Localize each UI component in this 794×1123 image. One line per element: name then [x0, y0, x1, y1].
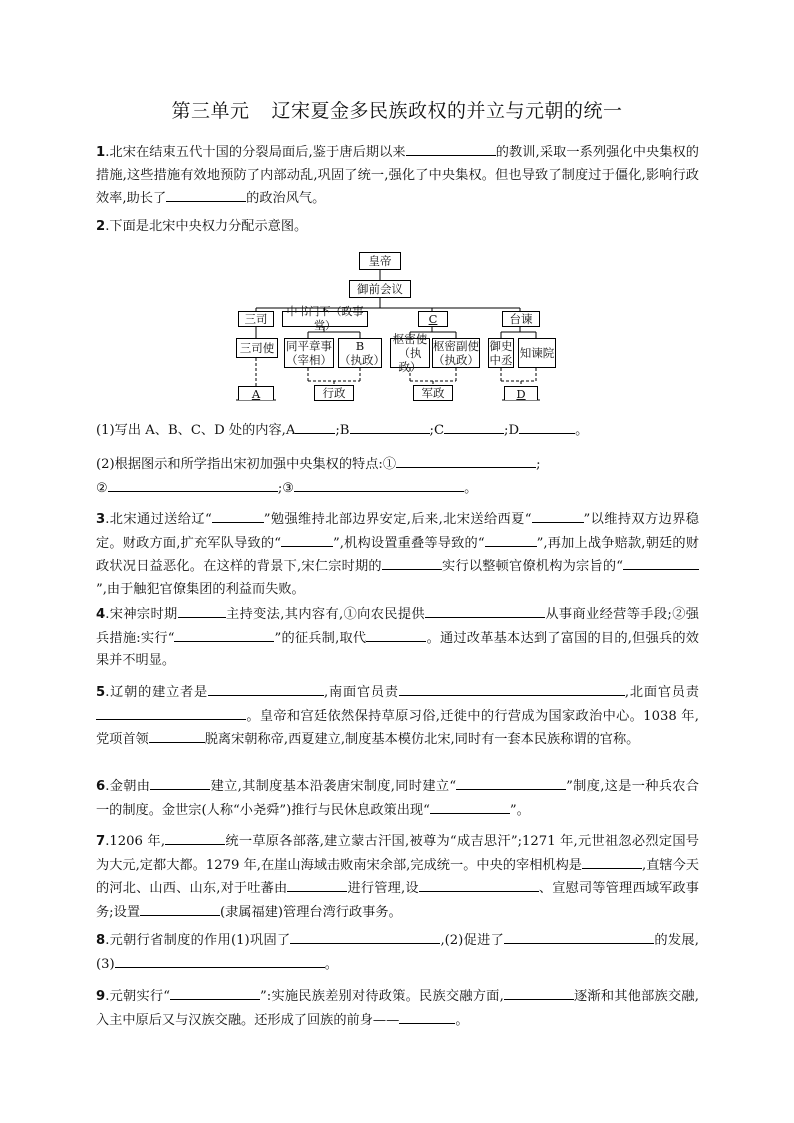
answer-blank[interactable] — [504, 929, 654, 944]
answer-blank[interactable] — [281, 532, 333, 547]
answer-blank[interactable] — [174, 627, 274, 642]
question-2-part-2: (2)根据图示和所学指出宋初加强中央集权的特点:① ; ② ;③ 。 — [96, 453, 699, 500]
question-number: 3 — [96, 512, 106, 527]
answer-blank[interactable] — [150, 775, 210, 790]
question-9: 9.元朝实行“ ”:实施民族差别对待政策。民族交融方面, 逐渐和其他部族交融,入主中原后又与汉族交融。还形成了回族的前身—— 。 — [96, 985, 699, 1032]
box-c: C — [418, 311, 448, 327]
answer-blank[interactable] — [582, 854, 642, 869]
taijian-box: 台谏 — [502, 311, 540, 327]
xingzheng-box: 行政 — [314, 385, 354, 401]
zhijianyuan-box: 知谏院 — [518, 338, 556, 368]
imperial-council-box: 御前会议 — [349, 280, 411, 298]
question-number: 8 — [96, 933, 106, 948]
central-power-diagram — [226, 248, 566, 406]
answer-blank[interactable] — [396, 453, 536, 468]
answer-blank[interactable] — [504, 985, 574, 1000]
question-2-intro: 2.下面是北宋中央权力分配示意图。 — [96, 219, 308, 234]
sansishi-box: 三司使 — [236, 338, 278, 358]
answer-blank[interactable] — [444, 419, 504, 434]
tongping-zhangshi-box: 同平章事 （宰相） — [286, 339, 332, 367]
question-3: 3.北宋通过送给辽“ ”勉强维持北部边界安定,后来,北宋送给西夏“ ”以维持双方边界稳定。财政方面,扩充军队导致的“ ”,机构设置重叠等导致的“ ”,再加上战争赔款,朝廷的财政状况日益恶化。在这样的背景下,宋仁宗时期的 实行以整顿官僚机构为宗旨的“”,由于触犯官僚集团的利益而失败。 — [96, 508, 699, 601]
answer-blank[interactable] — [212, 508, 264, 523]
answer-blank[interactable] — [287, 877, 347, 892]
answer-blank[interactable] — [430, 799, 510, 814]
question-number: 6 — [96, 779, 106, 794]
answer-blank[interactable] — [419, 877, 539, 892]
yushi-zhongcheng-box: 御史 中丞 — [489, 339, 513, 367]
answer-blank[interactable] — [406, 141, 496, 156]
answer-blank[interactable] — [456, 775, 566, 790]
answer-blank[interactable] — [166, 187, 246, 202]
shumifushi-box: 枢密副使 （执政） — [433, 339, 479, 367]
answer-blank[interactable] — [350, 419, 430, 434]
answer-blank[interactable] — [623, 555, 699, 570]
question-number: 1 — [96, 145, 106, 160]
question-1: 1.北宋在结束五代十国的分裂局面后,鉴于唐后期以来 的教训,采取一系列强化中央集权的措施,这些措施有效地预防了内部动乱,巩固了统一,强化了中央集权。但也导致了制度过于僵化,影响行政效率,助长了 的政治风气。 — [96, 141, 699, 211]
answer-blank[interactable] — [178, 603, 226, 618]
question-7: 7.1206 年, 统一草原各部落,建立蒙古汗国,被尊为“成吉思汗”;1271 年,元世祖忽必烈定国号为大元,定都大都。1279 年,在崖山海域击败南宋余部,完成统一。中央的宰相机构是 ,直辖今天的河北、山西、山东,对于吐蕃由 进行管理,设 、宣慰司等管理西域军政事务;设置 (隶属福建)管理台湾行政事务。 — [96, 830, 699, 924]
box-a: A — [238, 386, 274, 400]
zhongshu-menxia-box: 中书门下（政事堂） — [282, 311, 368, 327]
answer-blank[interactable] — [165, 830, 225, 845]
page-title: 第三单元 辽宋夏金多民族政权的并立与元朝的统一 — [171, 100, 623, 122]
answer-blank[interactable] — [399, 1009, 455, 1024]
answer-blank[interactable] — [140, 901, 220, 916]
answer-blank[interactable] — [485, 532, 537, 547]
answer-blank[interactable] — [290, 929, 440, 944]
answer-blank[interactable] — [519, 419, 575, 434]
emperor-box: 皇帝 — [359, 252, 401, 270]
junzheng-box: 军政 — [413, 385, 453, 401]
question-6: 6.金朝由 建立,其制度基本沿袭唐宋制度,同时建立“ ”制度,这是一种兵农合一的制度。金世宗(人称“小尧舜”)推行与民休息政策出现“ ”。 — [96, 775, 699, 822]
question-2-part-1: (1)写出 A、B、C、D 处的内容,A ;B ;C ;D 。 — [96, 419, 699, 443]
question-number: 9 — [96, 989, 106, 1004]
answer-blank[interactable] — [294, 477, 464, 492]
sansi-box: 三司 — [238, 311, 274, 327]
question-number: 2 — [96, 219, 106, 234]
answer-blank[interactable] — [295, 419, 335, 434]
box-d: D — [504, 386, 538, 400]
answer-blank[interactable] — [108, 477, 278, 492]
answer-blank[interactable] — [208, 681, 324, 696]
answer-blank[interactable] — [399, 681, 625, 696]
shumishi-box: 枢密使 （执政） — [390, 338, 430, 368]
answer-blank[interactable] — [382, 555, 442, 570]
diagram-lines — [226, 248, 566, 406]
answer-blank[interactable] — [532, 508, 584, 523]
question-4: 4.宋神宗时期 主持变法,其内容有,①向农民提供 从事商业经营等手段;②强兵措施:实行“ ”的征兵制,取代 。通过改革基本达到了富国的目的,但强兵的效果并不明显。 — [96, 603, 699, 673]
answer-blank[interactable] — [96, 705, 246, 720]
answer-blank[interactable] — [425, 603, 545, 618]
answer-blank[interactable] — [115, 953, 325, 968]
question-number: 4 — [96, 607, 106, 622]
question-number: 7 — [96, 834, 106, 849]
question-5: 5.辽朝的建立者是 ,南面官员责 ,北面官员责。皇帝和宫廷依然保持草原习俗,迁徙中的行营成为国家政治中心。1038 年,党项首领 脱离宋朝称帝,西夏建立,制度基本模仿北宋,同时有一套本民族称谓的官称。 — [96, 681, 699, 752]
box-b: B （执政） — [339, 339, 385, 367]
answer-blank[interactable] — [149, 728, 205, 743]
answer-blank[interactable] — [170, 985, 260, 1000]
answer-blank[interactable] — [366, 627, 426, 642]
question-8: 8.元朝行省制度的作用(1)巩固了 ,(2)促进了 的发展,(3) 。 — [96, 929, 699, 976]
question-number: 5 — [96, 685, 106, 700]
